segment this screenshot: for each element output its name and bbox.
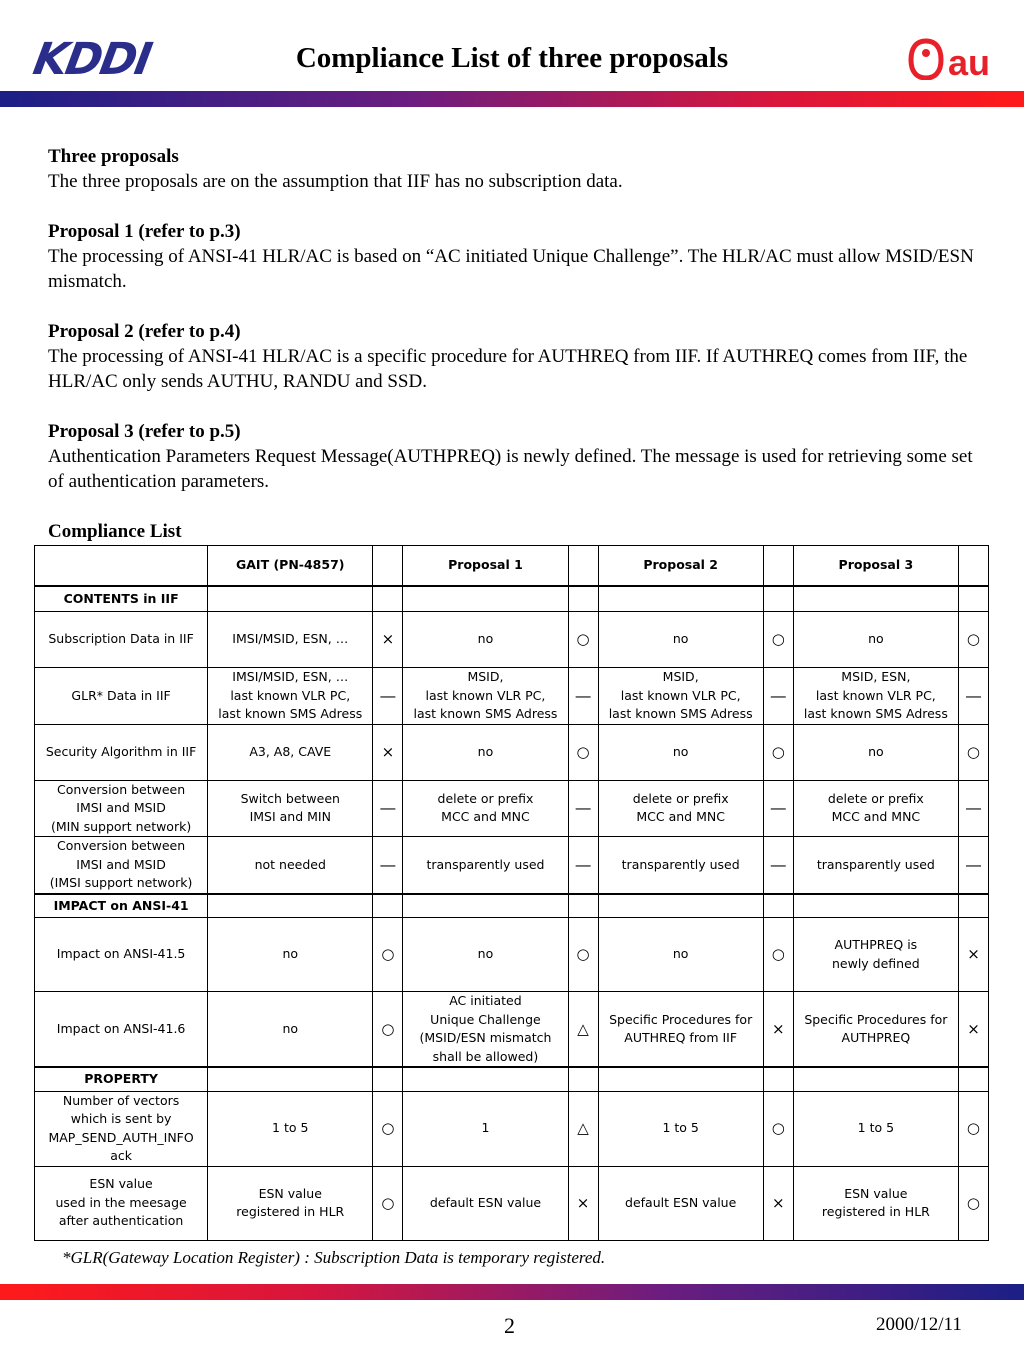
empty-cell xyxy=(958,586,988,612)
value-cell: delete or prefix MCC and MNC xyxy=(403,780,568,837)
section-text: The three proposals are on the assumption that IIF has no subscription data. xyxy=(48,171,623,192)
column-header: Proposal 2 xyxy=(598,546,763,586)
section-text: The processing of ANSI-41 HLR/AC is a specific procedure for AUTHREQ from IIF. If AUTHREQ comes from IIF, the HLR/AC only sends AUTHU, RANDU and SSD. xyxy=(48,346,968,392)
row-label-cell: GLR* Data in IIF xyxy=(35,668,208,725)
evaluation-mark-cell: ― xyxy=(373,668,403,725)
section-label-cell: PROPERTY xyxy=(35,1067,208,1091)
value-cell: Specific Procedures for AUTHPREQ xyxy=(793,992,958,1068)
value-cell: IMSI/MSID, ESN, … xyxy=(208,612,373,668)
value-cell: no xyxy=(403,612,568,668)
table-row xyxy=(35,668,989,725)
table-row xyxy=(35,780,989,837)
section-label-cell: IMPACT on ANSI-41 xyxy=(35,894,208,918)
empty-cell xyxy=(568,586,598,612)
evaluation-mark-cell: ○ xyxy=(763,724,793,780)
table-row xyxy=(35,1166,989,1240)
value-cell: no xyxy=(598,918,763,992)
value-cell: default ESN value xyxy=(403,1166,568,1240)
value-cell: AUTHPREQ is newly defined xyxy=(793,918,958,992)
value-cell: default ESN value xyxy=(598,1166,763,1240)
section-text: The processing of ANSI-41 HLR/AC is based on “AC initiated Unique Challenge”. The HLR/AC must allow MSID/ESN mismatch. xyxy=(48,246,974,292)
evaluation-mark-cell: ― xyxy=(958,668,988,725)
section-heading: Compliance List xyxy=(48,521,182,542)
section-heading: Proposal 3 (refer to p.5) xyxy=(48,421,241,442)
section-label-cell: CONTENTS in IIF xyxy=(35,586,208,612)
value-cell: no xyxy=(598,724,763,780)
value-cell: 1 to 5 xyxy=(208,1091,373,1166)
footer-gradient-bar xyxy=(0,1284,1024,1300)
row-label-cell: ESN value used in the meesage after authentication xyxy=(35,1166,208,1240)
evaluation-mark-cell: ○ xyxy=(568,724,598,780)
section-heading: Three proposals xyxy=(48,146,179,167)
table-section-row xyxy=(35,586,989,612)
value-cell: no xyxy=(403,918,568,992)
evaluation-mark-cell: ― xyxy=(763,837,793,894)
empty-cell xyxy=(568,894,598,918)
evaluation-mark-cell: ― xyxy=(568,780,598,837)
evaluation-mark-cell: ― xyxy=(763,668,793,725)
empty-cell xyxy=(793,894,958,918)
evaluation-mark-cell: × xyxy=(958,992,988,1068)
empty-cell xyxy=(793,1067,958,1091)
column-header: Proposal 3 xyxy=(793,546,958,586)
compliance-table xyxy=(34,545,989,1241)
value-cell: 1 to 5 xyxy=(598,1091,763,1166)
empty-cell xyxy=(763,1067,793,1091)
evaluation-mark-cell: ― xyxy=(373,837,403,894)
value-cell: no xyxy=(208,918,373,992)
evaluation-mark-cell: × xyxy=(373,612,403,668)
evaluation-mark-cell: × xyxy=(568,1166,598,1240)
value-cell: transparently used xyxy=(598,837,763,894)
row-label-cell: Security Algorithm in IIF xyxy=(35,724,208,780)
section-proposal-1 xyxy=(48,219,978,294)
evaluation-mark-cell: × xyxy=(763,1166,793,1240)
value-cell: ESN value registered in HLR xyxy=(208,1166,373,1240)
evaluation-mark-cell: ○ xyxy=(763,918,793,992)
evaluation-mark-cell: × xyxy=(763,992,793,1068)
evaluation-mark-cell: △ xyxy=(568,1091,598,1166)
footnote: *GLR(Gateway Location Register) : Subscription Data is temporary registered. xyxy=(62,1248,606,1267)
evaluation-mark-cell: × xyxy=(373,724,403,780)
empty-cell xyxy=(598,586,763,612)
value-cell: no xyxy=(598,612,763,668)
evaluation-mark-cell: ○ xyxy=(373,992,403,1068)
evaluation-mark-cell: △ xyxy=(568,992,598,1068)
au-logo xyxy=(908,36,998,82)
section-compliance-list xyxy=(48,519,978,544)
evaluation-mark-cell: ○ xyxy=(958,1166,988,1240)
value-cell: 1 to 5 xyxy=(793,1091,958,1166)
empty-cell xyxy=(373,894,403,918)
evaluation-mark-cell: ― xyxy=(373,780,403,837)
empty-cell xyxy=(958,1067,988,1091)
row-label-cell: Impact on ANSI-41.5 xyxy=(35,918,208,992)
empty-cell xyxy=(403,1067,568,1091)
value-cell: no xyxy=(403,724,568,780)
table-row xyxy=(35,612,989,668)
value-cell: AC initiated Unique Challenge (MSID/ESN mismatch shall be allowed) xyxy=(403,992,568,1068)
table-row xyxy=(35,918,989,992)
section-heading: Proposal 2 (refer to p.4) xyxy=(48,321,241,342)
row-label-cell: Subscription Data in IIF xyxy=(35,612,208,668)
evaluation-mark-cell: ― xyxy=(958,837,988,894)
empty-cell xyxy=(208,1067,373,1091)
evaluation-mark-cell: ― xyxy=(958,780,988,837)
evaluation-mark-cell: × xyxy=(958,918,988,992)
evaluation-mark-cell: ○ xyxy=(373,918,403,992)
value-cell: A3, A8, CAVE xyxy=(208,724,373,780)
table-section-row xyxy=(35,894,989,918)
empty-cell xyxy=(403,894,568,918)
value-cell: no xyxy=(793,612,958,668)
evaluation-mark-cell: ○ xyxy=(568,918,598,992)
kddi-logo: KDDI xyxy=(29,34,155,85)
evaluation-mark-cell: ○ xyxy=(763,612,793,668)
value-cell: delete or prefix MCC and MNC xyxy=(793,780,958,837)
value-cell: IMSI/MSID, ESN, … last known VLR PC, last known SMS Adress xyxy=(208,668,373,725)
section-proposal-2 xyxy=(48,319,978,394)
table-section-row xyxy=(35,1067,989,1091)
evaluation-mark-cell: ― xyxy=(763,780,793,837)
empty-cell xyxy=(763,894,793,918)
empty-cell xyxy=(208,586,373,612)
evaluation-mark-cell: ○ xyxy=(958,1091,988,1166)
header-mark-cell xyxy=(958,546,988,586)
empty-cell xyxy=(598,894,763,918)
row-label-cell: Conversion between IMSI and MSID (MIN support network) xyxy=(35,780,208,837)
header-mark-cell xyxy=(568,546,598,586)
value-cell: no xyxy=(208,992,373,1068)
au-logo-text: au xyxy=(948,42,991,83)
page-number: 2 xyxy=(504,1313,515,1338)
header-gradient-bar xyxy=(0,91,1024,107)
value-cell: delete or prefix MCC and MNC xyxy=(598,780,763,837)
value-cell: Switch between IMSI and MIN xyxy=(208,780,373,837)
empty-cell xyxy=(208,894,373,918)
column-header: GAIT (PN-4857) xyxy=(208,546,373,586)
value-cell: not needed xyxy=(208,837,373,894)
column-header: Proposal 1 xyxy=(403,546,568,586)
evaluation-mark-cell: ○ xyxy=(373,1091,403,1166)
empty-cell xyxy=(568,1067,598,1091)
row-label-cell: Number of vectors which is sent by MAP_SEND_AUTH_INFO ack xyxy=(35,1091,208,1166)
value-cell: Specific Procedures for AUTHREQ from IIF xyxy=(598,992,763,1068)
empty-cell xyxy=(793,586,958,612)
empty-cell xyxy=(373,1067,403,1091)
table-row xyxy=(35,1091,989,1166)
table-header-row xyxy=(35,546,989,586)
value-cell: transparently used xyxy=(793,837,958,894)
evaluation-mark-cell: ○ xyxy=(958,612,988,668)
value-cell: MSID, last known VLR PC, last known SMS Adress xyxy=(598,668,763,725)
value-cell: transparently used xyxy=(403,837,568,894)
footer-date: 2000/12/11 xyxy=(876,1314,962,1335)
au-mark-icon xyxy=(908,38,944,80)
empty-cell xyxy=(403,586,568,612)
section-proposal-3 xyxy=(48,419,978,494)
evaluation-mark-cell: ― xyxy=(568,837,598,894)
value-cell: MSID, ESN, last known VLR PC, last known SMS Adress xyxy=(793,668,958,725)
evaluation-mark-cell: ○ xyxy=(958,724,988,780)
section-three-proposals xyxy=(48,144,978,194)
section-heading: Proposal 1 (refer to p.3) xyxy=(48,221,241,242)
header-mark-cell xyxy=(373,546,403,586)
empty-cell xyxy=(958,894,988,918)
table-row xyxy=(35,992,989,1068)
header-mark-cell xyxy=(763,546,793,586)
table-row xyxy=(35,837,989,894)
row-label-cell: Conversion between IMSI and MSID (IMSI support network) xyxy=(35,837,208,894)
value-cell: ESN value registered in HLR xyxy=(793,1166,958,1240)
evaluation-mark-cell: ○ xyxy=(568,612,598,668)
evaluation-mark-cell: ○ xyxy=(763,1091,793,1166)
empty-cell xyxy=(373,586,403,612)
header-corner-cell xyxy=(35,546,208,586)
row-label-cell: Impact on ANSI-41.6 xyxy=(35,992,208,1068)
proposal-description xyxy=(48,144,978,569)
page-title: Compliance List of three proposals xyxy=(295,42,729,74)
table-row xyxy=(35,724,989,780)
value-cell: MSID, last known VLR PC, last known SMS Adress xyxy=(403,668,568,725)
value-cell: 1 xyxy=(403,1091,568,1166)
empty-cell xyxy=(763,586,793,612)
empty-cell xyxy=(598,1067,763,1091)
evaluation-mark-cell: ○ xyxy=(373,1166,403,1240)
table-body xyxy=(35,546,989,1241)
section-text: Authentication Parameters Request Message(AUTHPREQ) is newly defined. The message is used for retrieving some set of authentication parameters. xyxy=(48,446,973,492)
value-cell: no xyxy=(793,724,958,780)
evaluation-mark-cell: ― xyxy=(568,668,598,725)
